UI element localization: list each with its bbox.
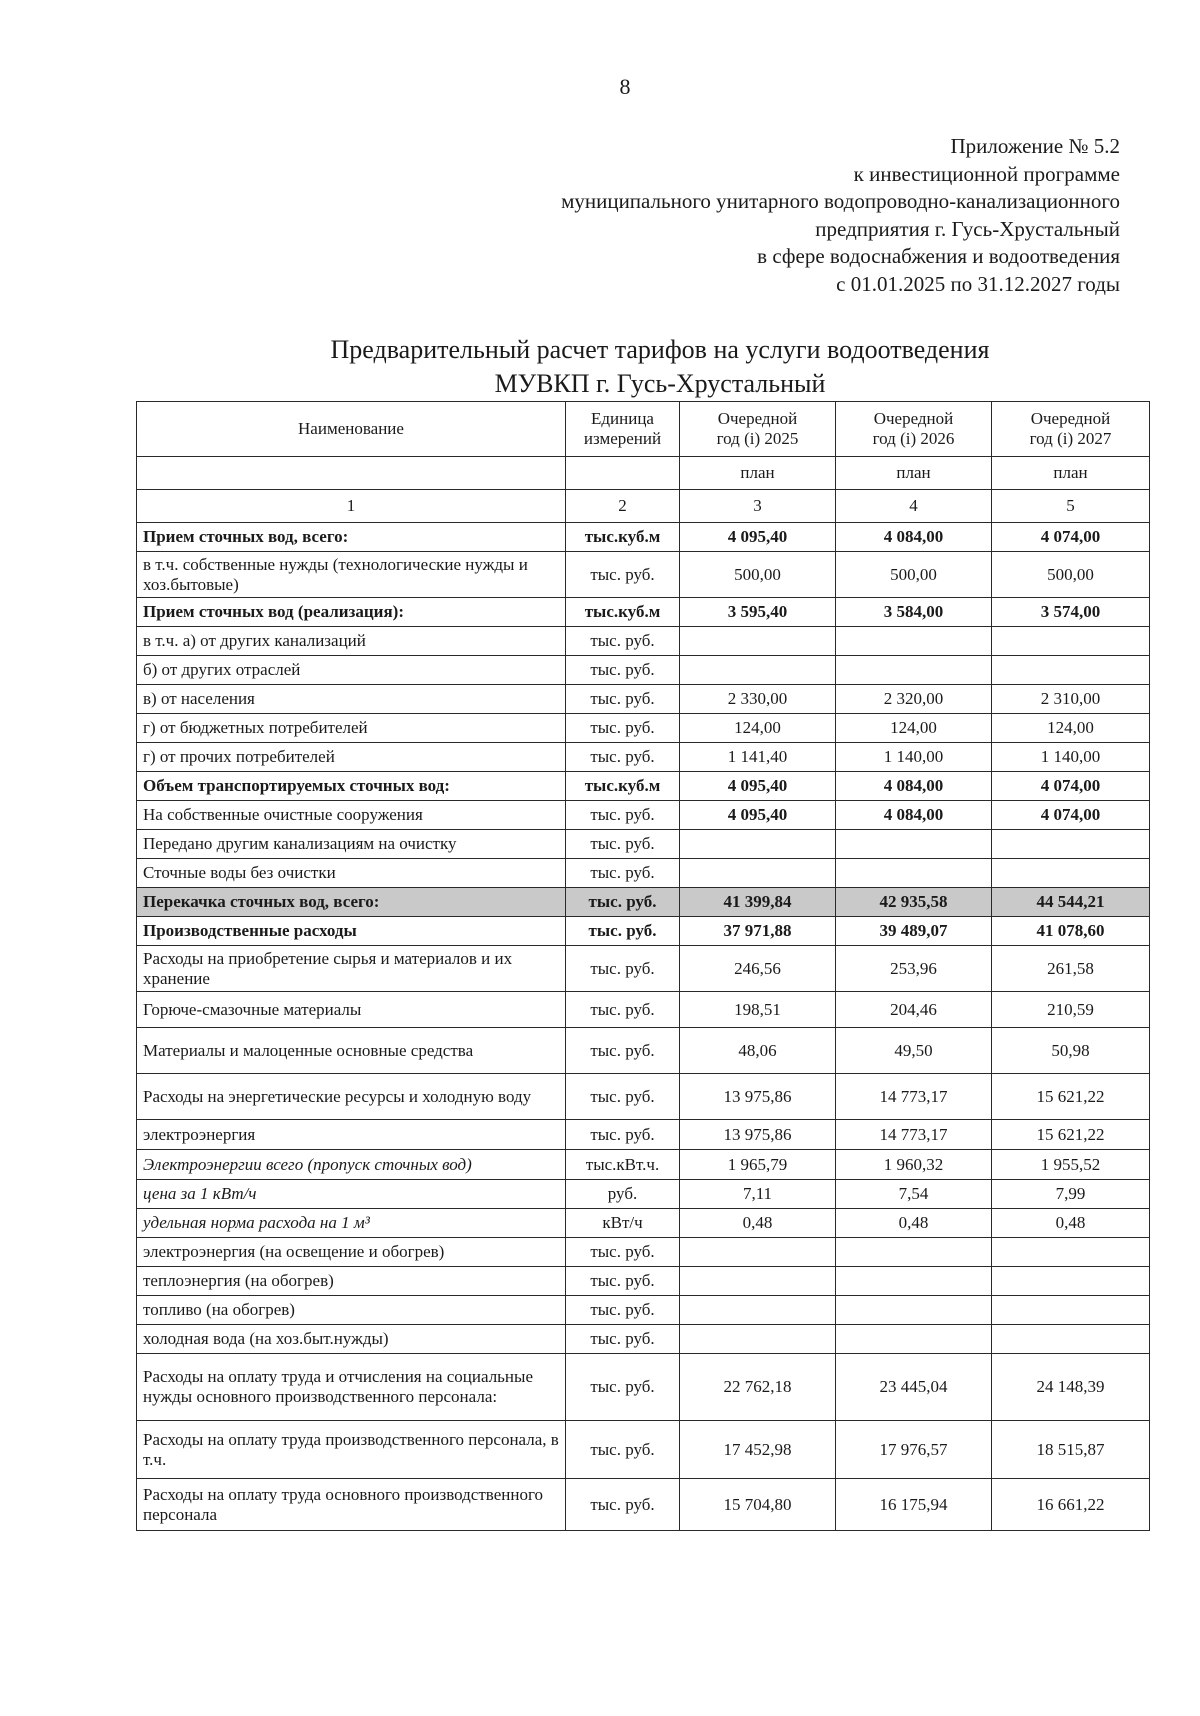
value-2026 <box>836 830 992 859</box>
value-2025: 2 330,00 <box>680 685 836 714</box>
row-name: в т.ч. собственные нужды (технологические нужды и хоз.бытовые) <box>137 552 566 598</box>
table-row <box>137 946 1150 992</box>
row-unit: тыс. руб. <box>566 1479 680 1531</box>
row-unit: тыс.куб.м <box>566 772 680 801</box>
row-name: Материалы и малоценные основные средства <box>137 1028 566 1074</box>
value-2026: 7,54 <box>836 1180 992 1209</box>
value-2025: 4 095,40 <box>680 801 836 830</box>
value-2027: 261,58 <box>992 946 1150 992</box>
header-year-2025 <box>680 402 836 457</box>
row-name: Горюче-смазочные материалы <box>137 992 566 1028</box>
value-2026: 17 976,57 <box>836 1421 992 1479</box>
value-2027: 4 074,00 <box>992 772 1150 801</box>
value-2027: 24 148,39 <box>992 1354 1150 1421</box>
row-unit: тыс. руб. <box>566 1325 680 1354</box>
index-cell: 5 <box>992 490 1150 523</box>
value-2027 <box>992 1267 1150 1296</box>
table-row <box>137 1209 1150 1238</box>
value-2026: 2 320,00 <box>836 685 992 714</box>
row-name: электроэнергия (на освещение и обогрев) <box>137 1238 566 1267</box>
value-2025: 0,48 <box>680 1209 836 1238</box>
row-name: Сточные воды без очистки <box>137 859 566 888</box>
value-2027: 1 955,52 <box>992 1150 1150 1180</box>
value-2025: 13 975,86 <box>680 1074 836 1120</box>
value-2025: 15 704,80 <box>680 1479 836 1531</box>
plan-empty-cell <box>137 457 566 490</box>
value-2026: 204,46 <box>836 992 992 1028</box>
value-2027: 44 544,21 <box>992 888 1150 917</box>
row-unit: тыс. руб. <box>566 656 680 685</box>
table-row <box>137 1296 1150 1325</box>
value-2026: 4 084,00 <box>836 523 992 552</box>
header-unit-line2: измерений <box>583 429 662 448</box>
value-2026 <box>836 1325 992 1354</box>
plan-cell: план <box>992 457 1150 490</box>
table-row <box>137 552 1150 598</box>
row-unit: тыс. руб. <box>566 1074 680 1120</box>
value-2026: 14 773,17 <box>836 1120 992 1150</box>
title-line-1: Предварительный расчет тарифов на услуги водоотведения <box>330 335 990 364</box>
value-2025 <box>680 656 836 685</box>
row-unit: тыс. руб. <box>566 917 680 946</box>
row-name: топливо (на обогрев) <box>137 1296 566 1325</box>
value-2027: 1 140,00 <box>992 743 1150 772</box>
value-2026 <box>836 627 992 656</box>
tariff-table <box>136 401 1150 1531</box>
value-2027 <box>992 830 1150 859</box>
row-unit: тыс. руб. <box>566 743 680 772</box>
value-2025: 13 975,86 <box>680 1120 836 1150</box>
table-row <box>137 801 1150 830</box>
index-cell: 4 <box>836 490 992 523</box>
value-2026: 23 445,04 <box>836 1354 992 1421</box>
row-name: в т.ч. а) от других канализаций <box>137 627 566 656</box>
value-2025: 198,51 <box>680 992 836 1028</box>
row-unit: тыс. руб. <box>566 1238 680 1267</box>
value-2027 <box>992 656 1150 685</box>
table-row <box>137 830 1150 859</box>
row-unit: тыс. руб. <box>566 992 680 1028</box>
header-2027-line2: год (i) 2027 <box>1029 429 1112 448</box>
table-row <box>137 685 1150 714</box>
value-2025 <box>680 1238 836 1267</box>
value-2026: 49,50 <box>836 1028 992 1074</box>
row-unit: тыс.кВт.ч. <box>566 1150 680 1180</box>
row-name: теплоэнергия (на обогрев) <box>137 1267 566 1296</box>
value-2027 <box>992 1238 1150 1267</box>
value-2025: 17 452,98 <box>680 1421 836 1479</box>
value-2026 <box>836 1238 992 1267</box>
table-row <box>137 888 1150 917</box>
value-2027: 3 574,00 <box>992 598 1150 627</box>
value-2026: 1 960,32 <box>836 1150 992 1180</box>
appendix-line: муниципального унитарного водопроводно-канализационного <box>561 189 1120 213</box>
value-2027 <box>992 627 1150 656</box>
value-2027: 16 661,22 <box>992 1479 1150 1531</box>
row-name: Объем транспортируемых сточных вод: <box>137 772 566 801</box>
value-2025: 500,00 <box>680 552 836 598</box>
row-name: электроэнергия <box>137 1120 566 1150</box>
value-2027: 7,99 <box>992 1180 1150 1209</box>
table-row <box>137 1325 1150 1354</box>
header-2025-line1: Очередной <box>717 409 798 428</box>
value-2027: 500,00 <box>992 552 1150 598</box>
index-cell: 1 <box>137 490 566 523</box>
row-name: На собственные очистные сооружения <box>137 801 566 830</box>
header-unit <box>566 402 680 457</box>
value-2027: 124,00 <box>992 714 1150 743</box>
value-2025: 1 141,40 <box>680 743 836 772</box>
row-unit: руб. <box>566 1180 680 1209</box>
row-unit: тыс. руб. <box>566 1267 680 1296</box>
row-unit: тыс. руб. <box>566 1354 680 1421</box>
row-name: Расходы на оплату труда производственного персонала, в т.ч. <box>137 1421 566 1479</box>
value-2025: 124,00 <box>680 714 836 743</box>
row-unit: тыс. руб. <box>566 627 680 656</box>
appendix-line: Приложение № 5.2 <box>950 134 1120 158</box>
row-name: цена за 1 кВт/ч <box>137 1180 566 1209</box>
row-unit: тыс. руб. <box>566 1296 680 1325</box>
value-2027: 2 310,00 <box>992 685 1150 714</box>
row-name: Электроэнергии всего (пропуск сточных вод) <box>137 1150 566 1180</box>
row-unit: тыс. руб. <box>566 685 680 714</box>
value-2026: 253,96 <box>836 946 992 992</box>
index-cell: 2 <box>566 490 680 523</box>
table-row <box>137 1074 1150 1120</box>
value-2025: 4 095,40 <box>680 523 836 552</box>
row-unit: кВт/ч <box>566 1209 680 1238</box>
value-2025: 3 595,40 <box>680 598 836 627</box>
value-2027: 4 074,00 <box>992 523 1150 552</box>
value-2026 <box>836 859 992 888</box>
value-2025: 246,56 <box>680 946 836 992</box>
value-2026: 0,48 <box>836 1209 992 1238</box>
table-row <box>137 992 1150 1028</box>
table-row <box>137 1354 1150 1421</box>
value-2025 <box>680 1296 836 1325</box>
header-2026-line1: Очередной <box>873 409 954 428</box>
header-2027-line1: Очередной <box>1030 409 1111 428</box>
value-2027: 50,98 <box>992 1028 1150 1074</box>
value-2027: 18 515,87 <box>992 1421 1150 1479</box>
table-row <box>137 1267 1150 1296</box>
value-2027 <box>992 859 1150 888</box>
table-row <box>137 1479 1150 1531</box>
value-2026: 3 584,00 <box>836 598 992 627</box>
row-name: удельная норма расхода на 1 м³ <box>137 1209 566 1238</box>
row-unit: тыс. руб. <box>566 859 680 888</box>
plan-cell: план <box>836 457 992 490</box>
value-2027: 0,48 <box>992 1209 1150 1238</box>
value-2026: 1 140,00 <box>836 743 992 772</box>
value-2025 <box>680 830 836 859</box>
table-row <box>137 743 1150 772</box>
value-2025: 48,06 <box>680 1028 836 1074</box>
row-name: Прием сточных вод, всего: <box>137 523 566 552</box>
index-cell: 3 <box>680 490 836 523</box>
row-name: холодная вода (на хоз.быт.нужды) <box>137 1325 566 1354</box>
row-name: б) от других отраслей <box>137 656 566 685</box>
value-2027 <box>992 1296 1150 1325</box>
row-unit: тыс. руб. <box>566 714 680 743</box>
value-2025 <box>680 859 836 888</box>
table-plan-row <box>137 457 1150 490</box>
row-name: Прием сточных вод (реализация): <box>137 598 566 627</box>
value-2025: 7,11 <box>680 1180 836 1209</box>
appendix-line: к инвестиционной программе <box>853 161 1120 186</box>
header-year-2026 <box>836 402 992 457</box>
appendix-line: в сфере водоснабжения и водоотведения <box>757 244 1120 268</box>
row-unit: тыс. руб. <box>566 1421 680 1479</box>
row-unit: тыс. руб. <box>566 888 680 917</box>
value-2027: 15 621,22 <box>992 1120 1150 1150</box>
table-row <box>137 1028 1150 1074</box>
value-2026: 42 935,58 <box>836 888 992 917</box>
header-2025-line2: год (i) 2025 <box>716 429 799 448</box>
row-name: г) от прочих потребителей <box>137 743 566 772</box>
value-2026: 16 175,94 <box>836 1479 992 1531</box>
row-unit: тыс. руб. <box>566 830 680 859</box>
value-2027 <box>992 1325 1150 1354</box>
plan-cell: план <box>680 457 836 490</box>
value-2025 <box>680 1325 836 1354</box>
value-2025 <box>680 627 836 656</box>
table-row <box>137 1180 1150 1209</box>
table-row <box>137 1150 1150 1180</box>
table-row <box>137 714 1150 743</box>
value-2026 <box>836 656 992 685</box>
row-name: Производственные расходы <box>137 917 566 946</box>
table-row <box>137 1421 1150 1479</box>
value-2026 <box>836 1296 992 1325</box>
document-title <box>0 333 1200 401</box>
table-header-row <box>137 402 1150 457</box>
table-row <box>137 772 1150 801</box>
row-name: Расходы на приобретение сырья и материалов и их хранение <box>137 946 566 992</box>
value-2025: 41 399,84 <box>680 888 836 917</box>
header-year-2027 <box>992 402 1150 457</box>
page-number: 8 <box>619 74 631 99</box>
row-name: Расходы на оплату труда и отчисления на социальные нужды основного производственного персонала: <box>137 1354 566 1421</box>
value-2025 <box>680 1267 836 1296</box>
table-row <box>137 1238 1150 1267</box>
row-unit: тыс.куб.м <box>566 523 680 552</box>
row-unit: тыс. руб. <box>566 1120 680 1150</box>
value-2027: 41 078,60 <box>992 917 1150 946</box>
row-name: Передано другим канализациям на очистку <box>137 830 566 859</box>
value-2025: 4 095,40 <box>680 772 836 801</box>
appendix-line: с 01.01.2025 по 31.12.2027 годы <box>836 271 1120 296</box>
value-2025: 22 762,18 <box>680 1354 836 1421</box>
row-unit: тыс. руб. <box>566 801 680 830</box>
value-2026: 4 084,00 <box>836 772 992 801</box>
value-2027: 210,59 <box>992 992 1150 1028</box>
value-2026: 4 084,00 <box>836 801 992 830</box>
value-2026: 14 773,17 <box>836 1074 992 1120</box>
table-row <box>137 598 1150 627</box>
table-row <box>137 1120 1150 1150</box>
row-name: Расходы на энергетические ресурсы и холодную воду <box>137 1074 566 1120</box>
header-name: Наименование <box>137 402 566 457</box>
row-unit: тыс. руб. <box>566 1028 680 1074</box>
table-row <box>137 523 1150 552</box>
value-2027: 4 074,00 <box>992 801 1150 830</box>
table-row <box>137 917 1150 946</box>
row-name: г) от бюджетных потребителей <box>137 714 566 743</box>
table-row <box>137 859 1150 888</box>
row-name: в) от населения <box>137 685 566 714</box>
value-2026: 39 489,07 <box>836 917 992 946</box>
table-row <box>137 656 1150 685</box>
value-2025: 37 971,88 <box>680 917 836 946</box>
row-name: Расходы на оплату труда основного производственного персонала <box>137 1479 566 1531</box>
value-2025: 1 965,79 <box>680 1150 836 1180</box>
appendix-line: предприятия г. Гусь-Хрустальный <box>815 216 1120 241</box>
title-line-2: МУВКП г. Гусь-Хрустальный <box>494 369 826 398</box>
table-row <box>137 627 1150 656</box>
row-unit: тыс. руб. <box>566 946 680 992</box>
row-unit: тыс. руб. <box>566 552 680 598</box>
plan-empty-cell <box>566 457 680 490</box>
row-unit: тыс.куб.м <box>566 598 680 627</box>
table-index-row <box>137 490 1150 523</box>
value-2026: 500,00 <box>836 552 992 598</box>
value-2026 <box>836 1267 992 1296</box>
value-2027: 15 621,22 <box>992 1074 1150 1120</box>
row-name: Перекачка сточных вод, всего: <box>137 888 566 917</box>
header-unit-line1: Единица <box>591 409 654 428</box>
header-2026-line2: год (i) 2026 <box>872 429 955 448</box>
value-2026: 124,00 <box>836 714 992 743</box>
appendix-header <box>420 133 1120 298</box>
